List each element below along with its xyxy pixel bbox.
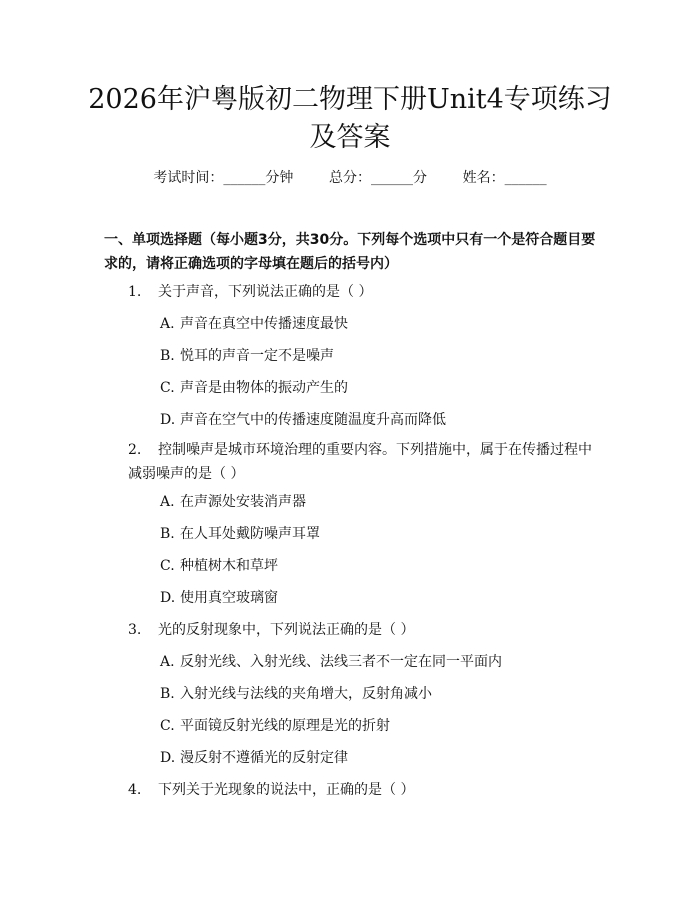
option-letter: A. bbox=[160, 494, 175, 510]
option-text: 入射光线与法线的夹角增大，反射角减小 bbox=[180, 686, 432, 702]
question-number: 4. bbox=[128, 782, 142, 798]
question-stem: 关于声音，下列说法正确的是（ ） bbox=[158, 284, 373, 300]
question-3 bbox=[128, 618, 604, 642]
student-name: 姓名：______ bbox=[462, 170, 547, 186]
question-2-option-a bbox=[160, 492, 600, 512]
question-2 bbox=[128, 438, 604, 486]
option-text: 反射光线、入射光线、法线三者不一定在同一平面内 bbox=[180, 654, 502, 670]
question-number: 3. bbox=[128, 622, 142, 638]
question-2-option-c bbox=[160, 556, 600, 576]
question-1-option-b bbox=[160, 346, 600, 366]
option-letter: B. bbox=[160, 686, 175, 702]
question-stem: 下列关于光现象的说法中，正确的是（ ） bbox=[158, 782, 415, 798]
question-3-option-d bbox=[160, 748, 600, 768]
option-letter: C. bbox=[160, 380, 175, 396]
option-letter: D. bbox=[160, 590, 176, 606]
question-1-option-a bbox=[160, 314, 600, 334]
option-text: 在声源处安装消声器 bbox=[180, 494, 306, 510]
question-3-option-a bbox=[160, 652, 600, 672]
option-letter: C. bbox=[160, 718, 175, 734]
question-1-option-d bbox=[160, 410, 600, 430]
document-title-line1: 2026年沪粤版初二物理下册Unit4专项练习 bbox=[88, 84, 612, 115]
question-2-option-d bbox=[160, 588, 600, 608]
option-letter: A. bbox=[160, 654, 175, 670]
question-number: 1. bbox=[128, 284, 142, 300]
option-letter: B. bbox=[160, 348, 175, 364]
option-letter: B. bbox=[160, 526, 175, 542]
total-score: 总分：______分 bbox=[329, 170, 427, 186]
option-text: 漫反射不遵循光的反射定律 bbox=[180, 750, 348, 766]
option-text: 声音在真空中传播速度最快 bbox=[180, 316, 348, 332]
question-4 bbox=[128, 778, 604, 802]
exam-time: 考试时间：______分钟 bbox=[153, 170, 294, 186]
option-text: 使用真空玻璃窗 bbox=[180, 590, 278, 606]
question-1-option-c bbox=[160, 378, 600, 398]
option-letter: D. bbox=[160, 412, 176, 428]
exam-meta bbox=[0, 168, 700, 188]
option-letter: D. bbox=[160, 750, 176, 766]
question-stem: 光的反射现象中，下列说法正确的是（ ） bbox=[158, 622, 415, 638]
question-3-option-c bbox=[160, 716, 600, 736]
question-3-option-b bbox=[160, 684, 600, 704]
question-number: 2. bbox=[128, 442, 142, 458]
option-text: 种植树木和草坪 bbox=[180, 558, 278, 574]
question-1 bbox=[128, 280, 604, 304]
option-text: 平面镜反射光线的原理是光的折射 bbox=[180, 718, 390, 734]
option-letter: A. bbox=[160, 316, 175, 332]
option-text: 在人耳处戴防噪声耳罩 bbox=[180, 526, 320, 542]
option-letter: C. bbox=[160, 558, 175, 574]
option-text: 悦耳的声音一定不是噪声 bbox=[180, 348, 334, 364]
option-text: 声音在空气中的传播速度随温度升高而降低 bbox=[180, 412, 446, 428]
question-2-option-b bbox=[160, 524, 600, 544]
question-stem: 控制噪声是城市环境治理的重要内容。下列措施中，属于在传播过程中减弱噪声的是（ ） bbox=[128, 442, 592, 482]
section-heading: 一、单项选择题（每小题3分，共30分。下列每个选项中只有一个是符合题目要求的，请将正确选项的字母填在题后的括号内） bbox=[104, 232, 596, 272]
option-text: 声音是由物体的振动产生的 bbox=[180, 380, 348, 396]
document-title-line2: 及答案 bbox=[309, 122, 391, 153]
